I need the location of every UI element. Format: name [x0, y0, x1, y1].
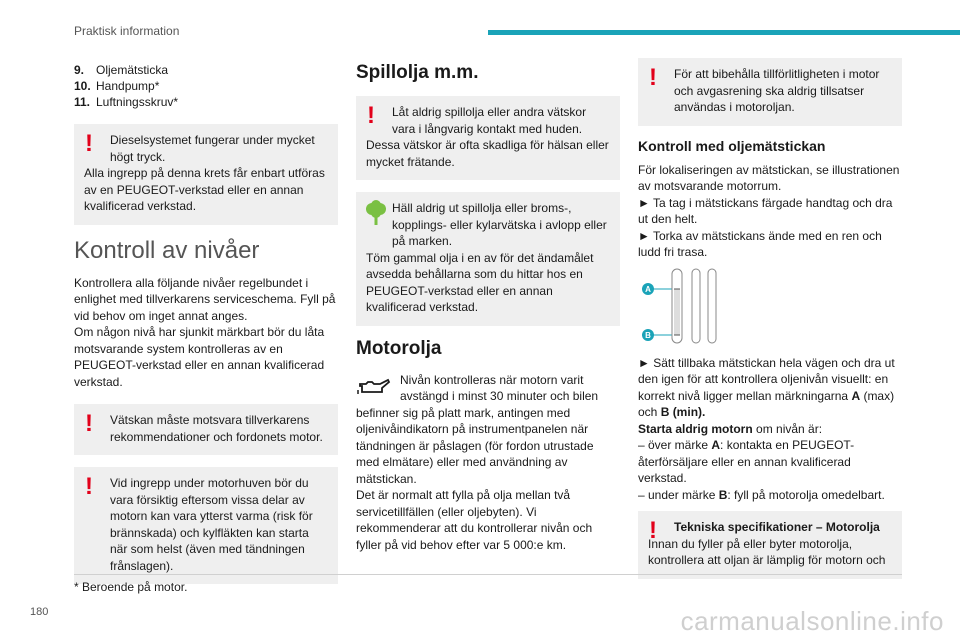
oil-can-icon	[356, 374, 392, 400]
body-text: Det är normalt att fylla på olja mellan två servicetillfällen (eller oljebyten). Vi rekommenderar att du kontrollerar nivån och fyller på vid behov efter var 5 000:e km.	[356, 488, 593, 552]
body-text: – över märke A: kontakta en PEUGEOT-återförsäljare eller en annan kvalificerad verkstad.	[638, 438, 855, 485]
section-heading: Motorolja	[356, 337, 442, 359]
body-text: ► Sätt tillbaka mätstickan hela vägen och dra ut den igen för att kontrollera oljenivån visuellt: en korrekt nivå ligger mellan märkningarna A (max) och B (min).	[638, 355, 895, 419]
warning-icon: !	[85, 473, 93, 500]
body-text: Starta aldrig motorn om nivån är:	[638, 421, 823, 436]
column-2	[356, 58, 620, 553]
section-heading: Spillolja m.m.	[356, 62, 479, 83]
watermark: carmanualsonline.info	[680, 606, 944, 636]
body-text: Nivån kontrolleras när motorn varit avstängd i minst 30 minuter och bilen befinner sig på platt mark, antingen med oljenivåindikatorn på instrumentpanelen när tändningen är påslagen (för fordon utrustade med elmätare) eller med användning av mätstickan.	[356, 372, 599, 486]
tree-icon	[365, 200, 387, 226]
list-item: 9. Oljemätsticka	[74, 63, 169, 77]
page-number: 180	[30, 606, 49, 618]
body-text: Om någon nivå har sjunkit märkbart bör du låta motsvarande system kontrolleras av en PEUGEOT-verkstad eller en annan kvalificerad verkstad.	[74, 325, 325, 389]
body-text: – under märke B: fyll på motorolja omedelbart.	[638, 487, 885, 502]
dipstick-diagram	[638, 267, 728, 347]
page-section-title: Praktisk information	[74, 24, 180, 38]
warning-icon: !	[649, 517, 657, 544]
column-1	[74, 58, 338, 596]
subsection-heading: Kontroll med oljemätstickan	[638, 137, 826, 154]
section-heading: Kontroll av nivåer	[74, 236, 260, 264]
warning-icon: !	[85, 130, 93, 157]
warning-note: ! Tekniska specifikationer – Motorolja Innan du fyller på eller byter motorolja, kontrollera att oljan är lämplig för motorn och	[638, 511, 902, 579]
body-text: För lokaliseringen av mätstickan, se illustrationen av motsvarande motorrum.	[638, 162, 900, 193]
label-b: B	[645, 330, 651, 340]
list-item: 10. Handpump*	[74, 79, 160, 93]
warning-note: ! Vätskan måste motsvara tillverkarens rekommendationer och fordonets motor.	[74, 404, 338, 455]
body-text: ► Ta tag i mätstickans färgade handtag och dra ut den helt.	[638, 195, 893, 226]
body-text: ► Torka av mätstickans ände med en ren och ludd fri trasa.	[638, 228, 882, 259]
warning-icon: !	[85, 410, 93, 437]
list-item: 11. Luftningsskruv*	[74, 95, 179, 109]
warning-icon: !	[367, 102, 375, 129]
column-3	[638, 58, 902, 591]
warning-note: ! Låt aldrig spillolja eller andra vätskor vara i långvarig kontakt med huden. Dessa vätskor är ofta skadliga för hälsan eller mycket frätande.	[356, 96, 620, 180]
footnote: * Beroende på motor.	[74, 580, 188, 594]
body-text: Kontrollera alla följande nivåer regelbundet i enlighet med tillverkarens serviceschema. Fyll på vid behov om inget annat anges.	[74, 275, 336, 323]
warning-note: ! Dieselsystemet fungerar under mycket högt tryck. Alla ingrepp på denna krets får enbart utföras av en PEUGEOT-verkstad eller en annan kvalificerad verkstad.	[74, 124, 338, 225]
environment-note: Häll aldrig ut spillolja eller broms-, kopplings- eller kylarvätska i avlopp eller på marken. Töm gammal olja i en av för det ändamålet avsedda behållarna som du hittar hos en PEUGEOT-verkstad eller en annan kvalificerad verkstad.	[356, 192, 620, 326]
label-a: A	[645, 284, 651, 294]
numbered-list	[74, 62, 338, 110]
warning-icon: !	[649, 64, 657, 91]
warning-note: ! För att bibehålla tillförlitligheten i motor och avgasrening ska aldrig tillsatser användas i motoroljan.	[638, 58, 902, 126]
header-accent-bar	[488, 30, 960, 35]
dipstick-illustration	[638, 267, 902, 347]
warning-note: ! Vid ingrepp under motorhuven bör du vara försiktig eftersom vissa delar av motorn kan vara ytterst varma (risk för brännskada) och kylfläkten kan starta när som helst (även med tändningen frånslagen).	[74, 467, 338, 584]
footer-divider	[74, 574, 902, 575]
